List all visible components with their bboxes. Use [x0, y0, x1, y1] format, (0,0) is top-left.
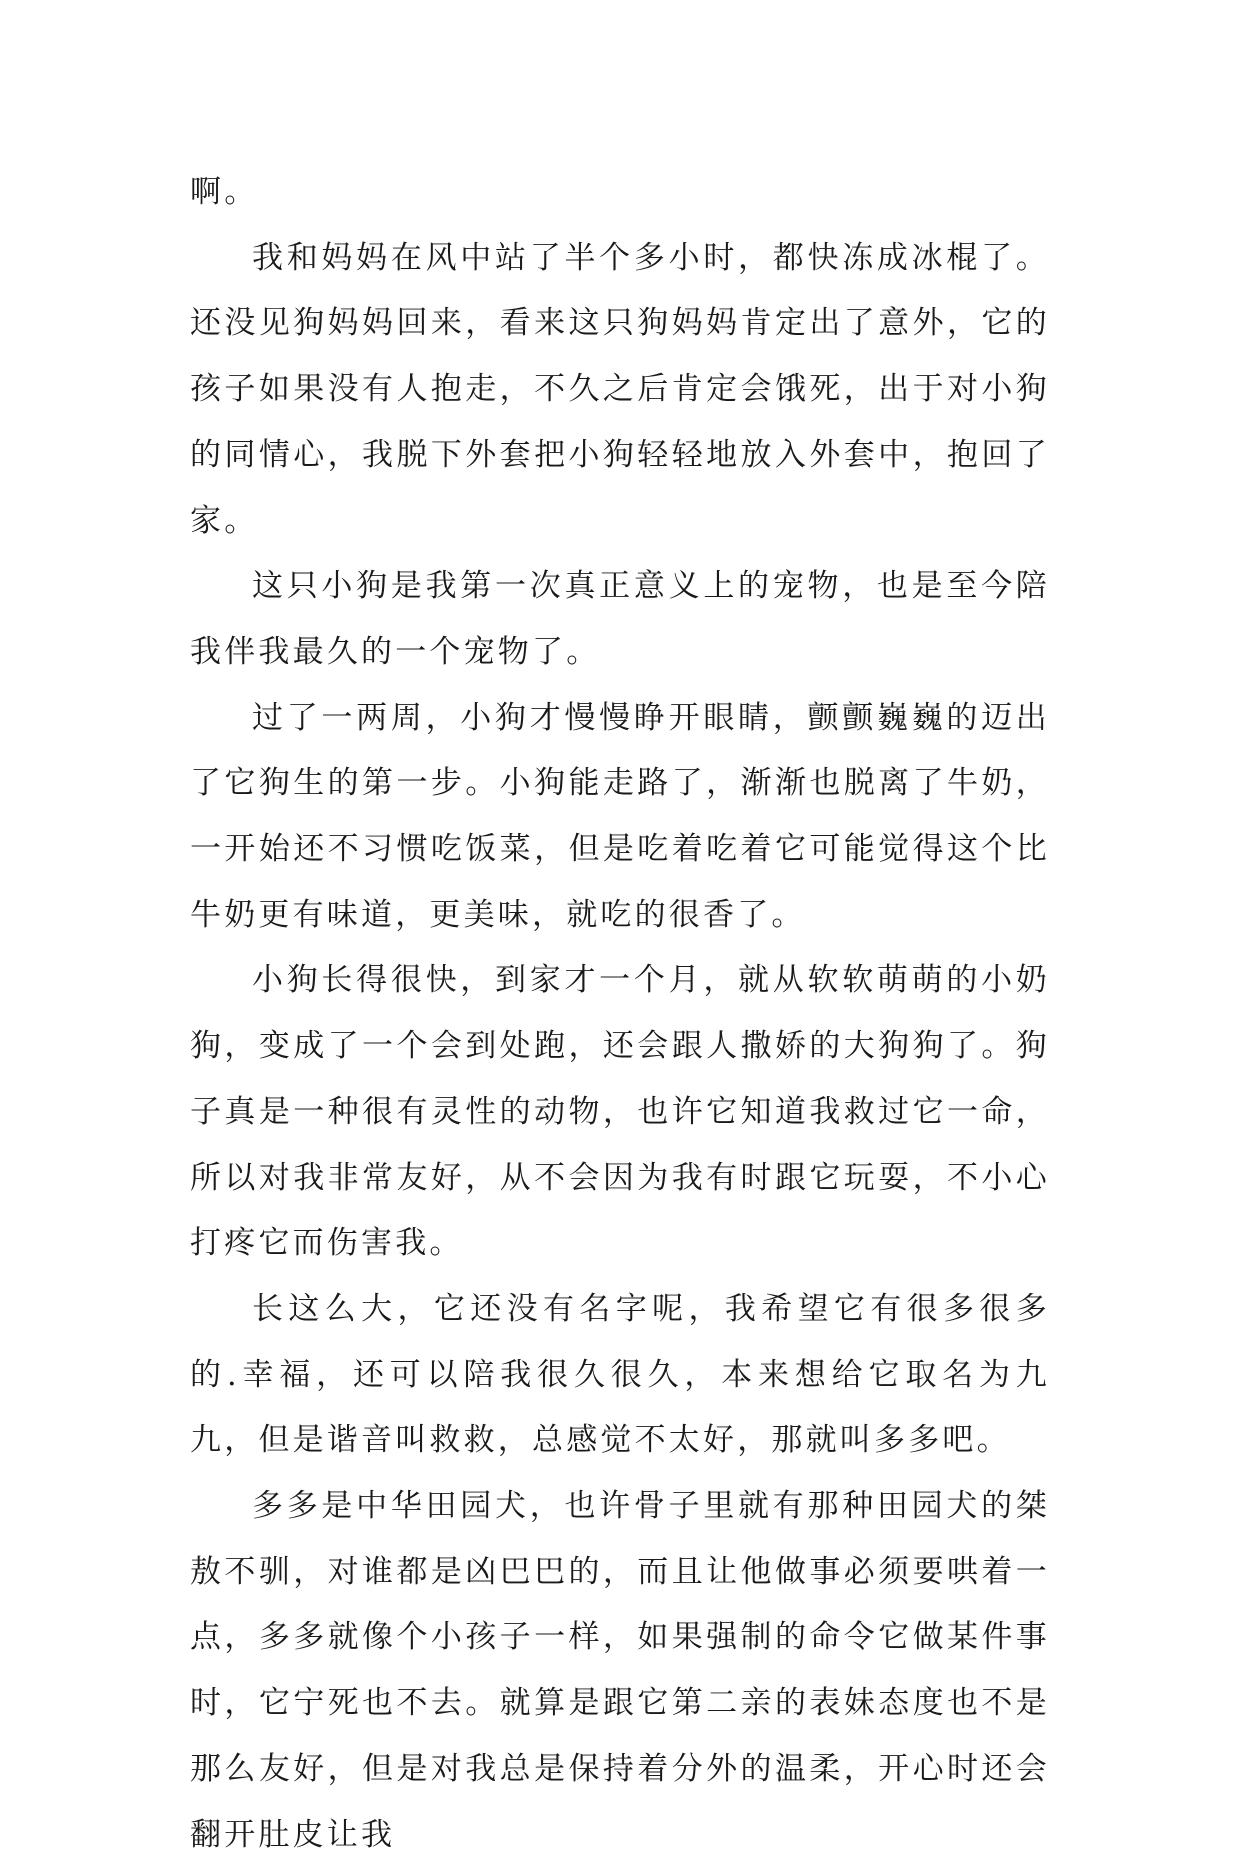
paragraph-3: 这只小狗是我第一次真正意义上的宠物，也是至今陪我伴我最久的一个宠物了。 [190, 568, 1050, 670]
paragraph-2: 我和妈妈在风中站了半个多小时，都快冻成冰棍了。还没见狗妈妈回来，看来这只狗妈妈肯定出了意外，它的孩子如果没有人抱走，不久之后肯定会饿死，出于对小狗的同情心，我脱下外套把小狗轻轻地放入外套中，抱回了家。 [190, 239, 1050, 539]
paragraph-6: 长这么大，它还没有名字呢，我希望它有很多很多的.幸福，还可以陪我很久很久，本来想给它取名为九九，但是谐音叫救救，总感觉不太好，那就叫多多吧。 [190, 1290, 1050, 1459]
paragraph-7: 多多是中华田园犬，也许骨子里就有那种田园犬的桀敖不驯，对谁都是凶巴巴的，而且让他做事必须要哄着一点，多多就像个小孩子一样，如果强制的命令它做某件事时，它宁死也不去。就算是跟它第二亲的表妹态度也不是那么友好，但是对我总是保持着分外的温柔，开心时还会翻开肚皮让我 [190, 1488, 1050, 1853]
paragraph-5: 小狗长得很快，到家才一个月，就从软软萌萌的小奶狗，变成了一个会到处跑，还会跟人撒娇的大狗狗了。狗子真是一种很有灵性的动物，也许它知道我救过它一命，所以对我非常友好，从不会因为我有时跟它玩耍，不小心打疼它而伤害我。 [190, 962, 1050, 1262]
body-text [190, 160, 1050, 1868]
paragraph-1: 啊。 [190, 174, 259, 210]
paragraph-4: 过了一两周，小狗才慢慢睁开眼睛，颤颤巍巍的迈出了它狗生的第一步。小狗能走路了，渐渐也脱离了牛奶，一开始还不习惯吃饭菜，但是吃着吃着它可能觉得这个比牛奶更有味道，更美味，就吃的很香了。 [190, 699, 1050, 933]
